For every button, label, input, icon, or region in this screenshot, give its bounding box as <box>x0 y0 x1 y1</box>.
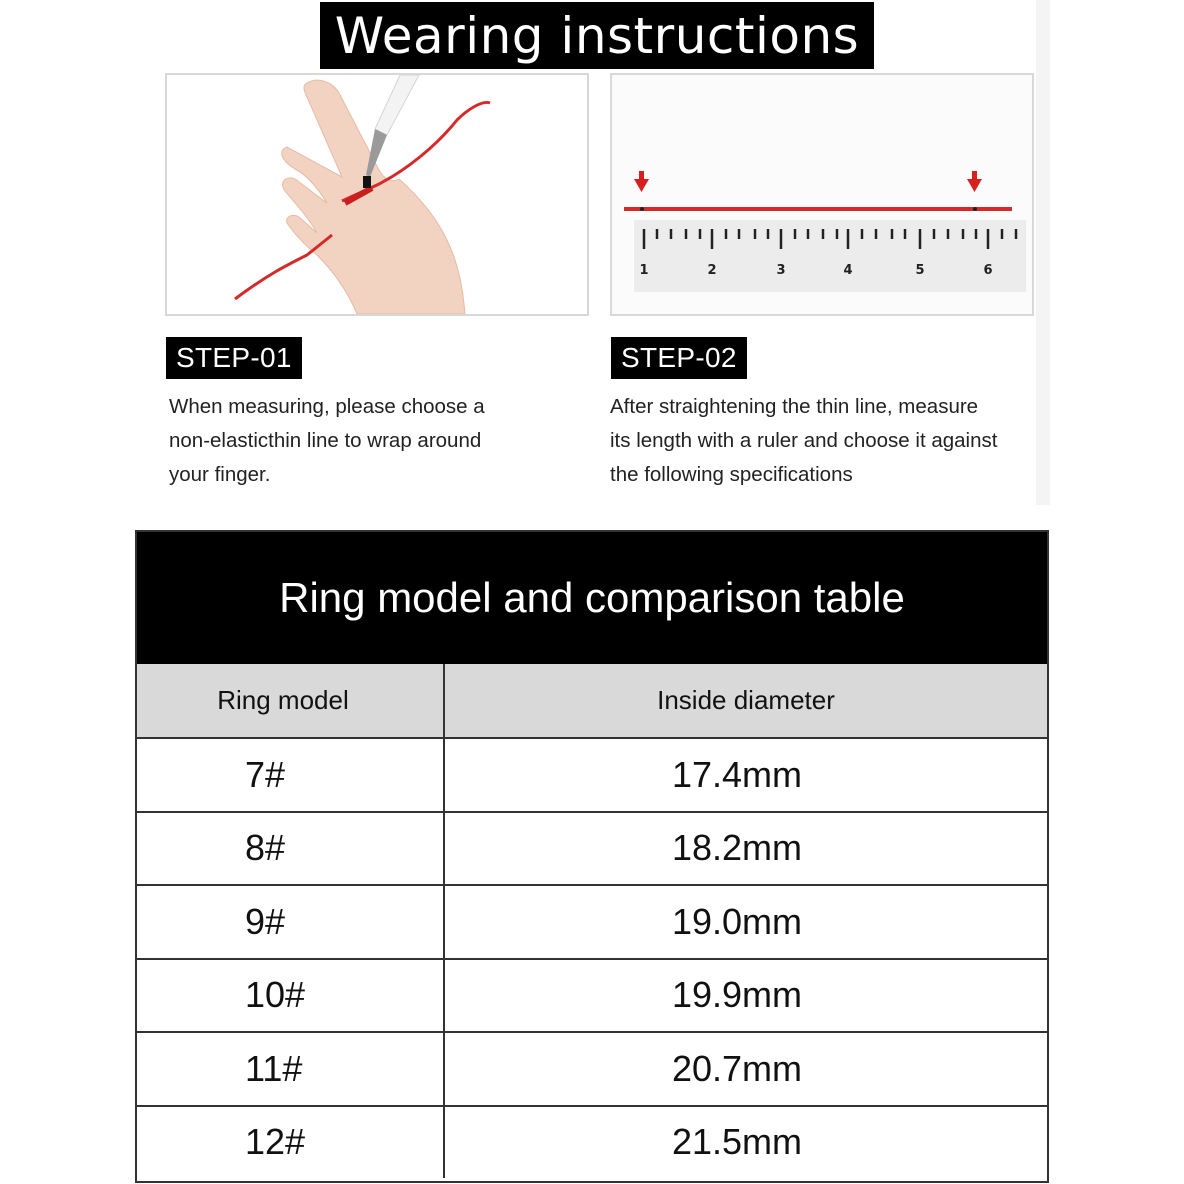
inside-diameter-cell: 20.7mm <box>671 1047 803 1089</box>
inside-diameter-cell: 17.4mm <box>671 753 803 795</box>
ruler-label-4: 4 <box>843 263 853 278</box>
step-2-description <box>610 390 1040 492</box>
step-2-line: After straightening the thin line, measure <box>610 395 979 418</box>
inside-diameter-cell: 19.0mm <box>671 900 803 942</box>
ring-model-cell: 7# <box>137 739 445 811</box>
page-title: Wearing instructions <box>320 2 874 69</box>
inside-diameter-cell: 21.5mm <box>671 1121 803 1163</box>
ruler-icon <box>612 75 1032 314</box>
ruler-label-3: 3 <box>776 263 786 278</box>
column-header-ring-model: Ring model <box>137 664 445 737</box>
ruler-label-1: 1 <box>639 263 649 278</box>
step-1-illustration <box>165 73 589 316</box>
table-row <box>137 1031 1047 1105</box>
ruler-label-2: 2 <box>707 263 717 278</box>
step-2-line: its length with a ruler and choose it against <box>610 429 998 452</box>
step-1-line: your finger. <box>169 463 271 486</box>
step-2-illustration <box>610 73 1034 316</box>
ring-model-cell: 10# <box>137 960 445 1032</box>
inside-diameter-cell: 19.9mm <box>671 974 803 1016</box>
ring-model-cell: 9# <box>137 886 445 958</box>
step-1-badge: STEP-01 <box>166 337 302 379</box>
table-row <box>137 737 1047 811</box>
step-1-line: non-elasticthin line to wrap around <box>169 429 482 452</box>
ring-model-cell: 11# <box>137 1033 445 1105</box>
table-title: Ring model and comparison table <box>137 532 1047 664</box>
step-2-badge: STEP-02 <box>611 337 747 379</box>
inside-diameter-cell: 18.2mm <box>671 827 803 869</box>
step-2-line: the following specifications <box>610 463 853 486</box>
step-1-line: When measuring, please choose a <box>169 395 485 418</box>
table-row <box>137 811 1047 885</box>
ring-model-cell: 12# <box>137 1107 445 1179</box>
ruler-label-6: 6 <box>983 263 993 278</box>
table-row <box>137 1105 1047 1179</box>
ring-model-cell: 8# <box>137 813 445 885</box>
table-row <box>137 958 1047 1032</box>
table-row <box>137 884 1047 958</box>
hand-measuring-icon <box>167 75 587 314</box>
ring-size-table <box>135 530 1049 1183</box>
column-header-inside-diameter: Inside diameter <box>657 685 835 715</box>
ruler-label-5: 5 <box>915 263 925 278</box>
step-1-description <box>169 390 589 492</box>
table-header-row <box>137 664 1047 737</box>
